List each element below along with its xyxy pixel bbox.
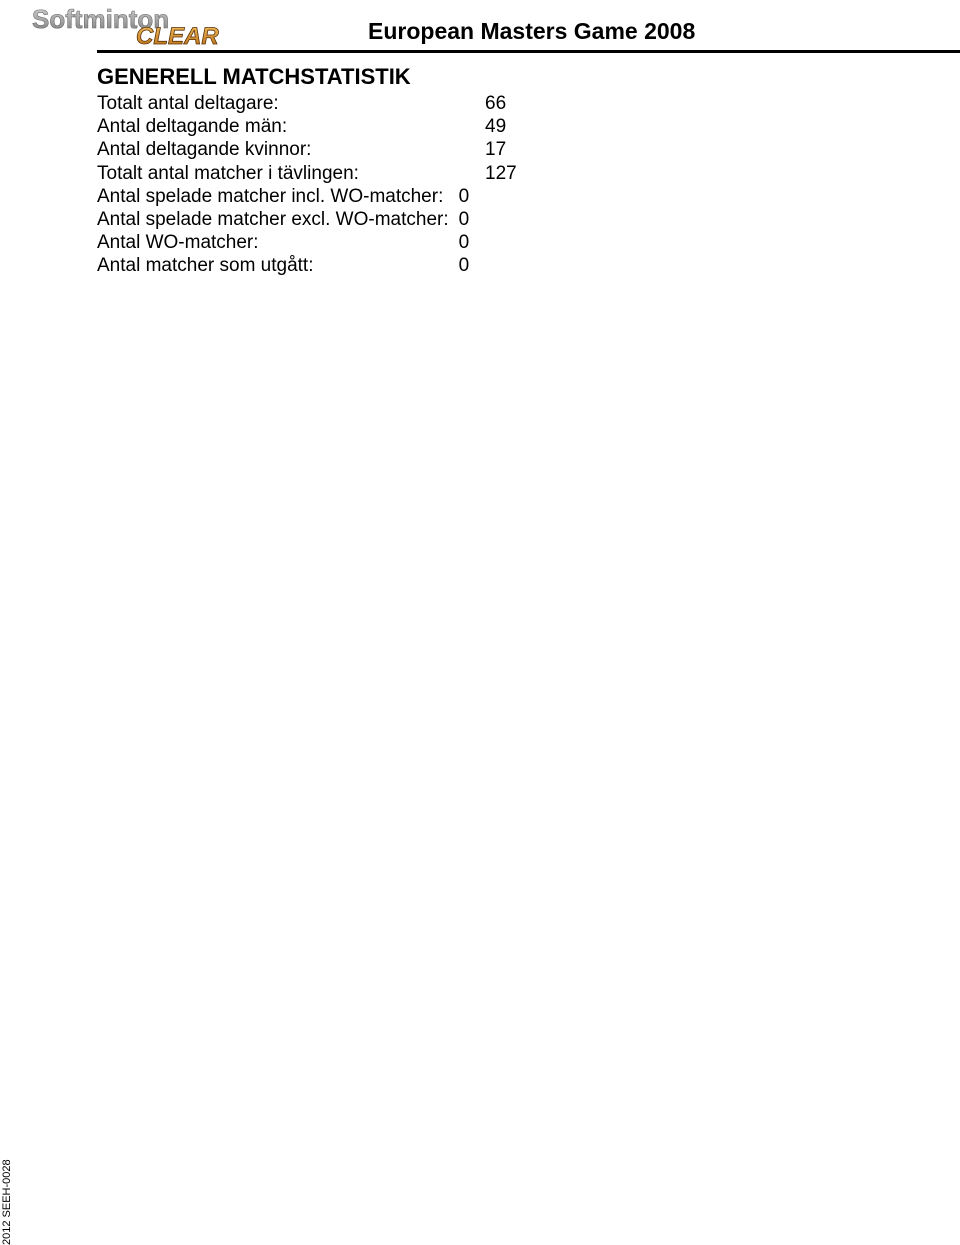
stat-value: 49 [485, 116, 507, 138]
stat-value: 127 [485, 162, 517, 184]
stat-value: 66 [485, 93, 507, 114]
stat-row-wo-matches [97, 231, 617, 254]
logo-graphic [28, 2, 268, 52]
section-title: GENERELL MATCHSTATISTIK [97, 64, 411, 89]
stat-label: Antal spelade matcher excl. WO-matcher: [97, 208, 449, 230]
svg-text:CLEAR: CLEAR [136, 23, 219, 50]
stat-label: Antal spelade matcher incl. WO-matcher: [97, 185, 444, 207]
stat-row-total-matches [97, 162, 617, 185]
stat-label: Antal deltagande män: [97, 116, 288, 138]
stat-row-retired-matches [97, 254, 617, 277]
stat-row-total-participants [97, 92, 617, 115]
stat-value: 0 [458, 255, 470, 277]
stat-row-played-incl-wo [97, 185, 617, 208]
stat-row-female-participants [97, 138, 617, 161]
softminton-clear-logo [28, 2, 268, 52]
stat-label: Totalt antal matcher i tävlingen: [97, 162, 359, 184]
stat-label: Totalt antal deltagare: [97, 93, 279, 114]
match-statistics-list [97, 92, 617, 278]
stat-value: 0 [458, 185, 470, 207]
stat-value: 0 [458, 208, 470, 230]
stat-label: Antal deltagande kvinnor: [97, 139, 312, 161]
header-divider [97, 50, 960, 53]
stat-row-male-participants [97, 115, 617, 138]
stat-label: Antal matcher som utgått: [97, 255, 314, 277]
stat-value: 17 [485, 139, 507, 161]
stat-label: Antal WO-matcher: [97, 232, 259, 254]
svg-text:Softminton: Softminton [32, 4, 170, 34]
side-reference-text: 2012 SEEH-0028 [1, 1159, 13, 1245]
stat-value: 0 [458, 232, 470, 254]
page-header-title: European Masters Game 2008 [368, 18, 696, 44]
stat-row-played-excl-wo [97, 208, 617, 231]
